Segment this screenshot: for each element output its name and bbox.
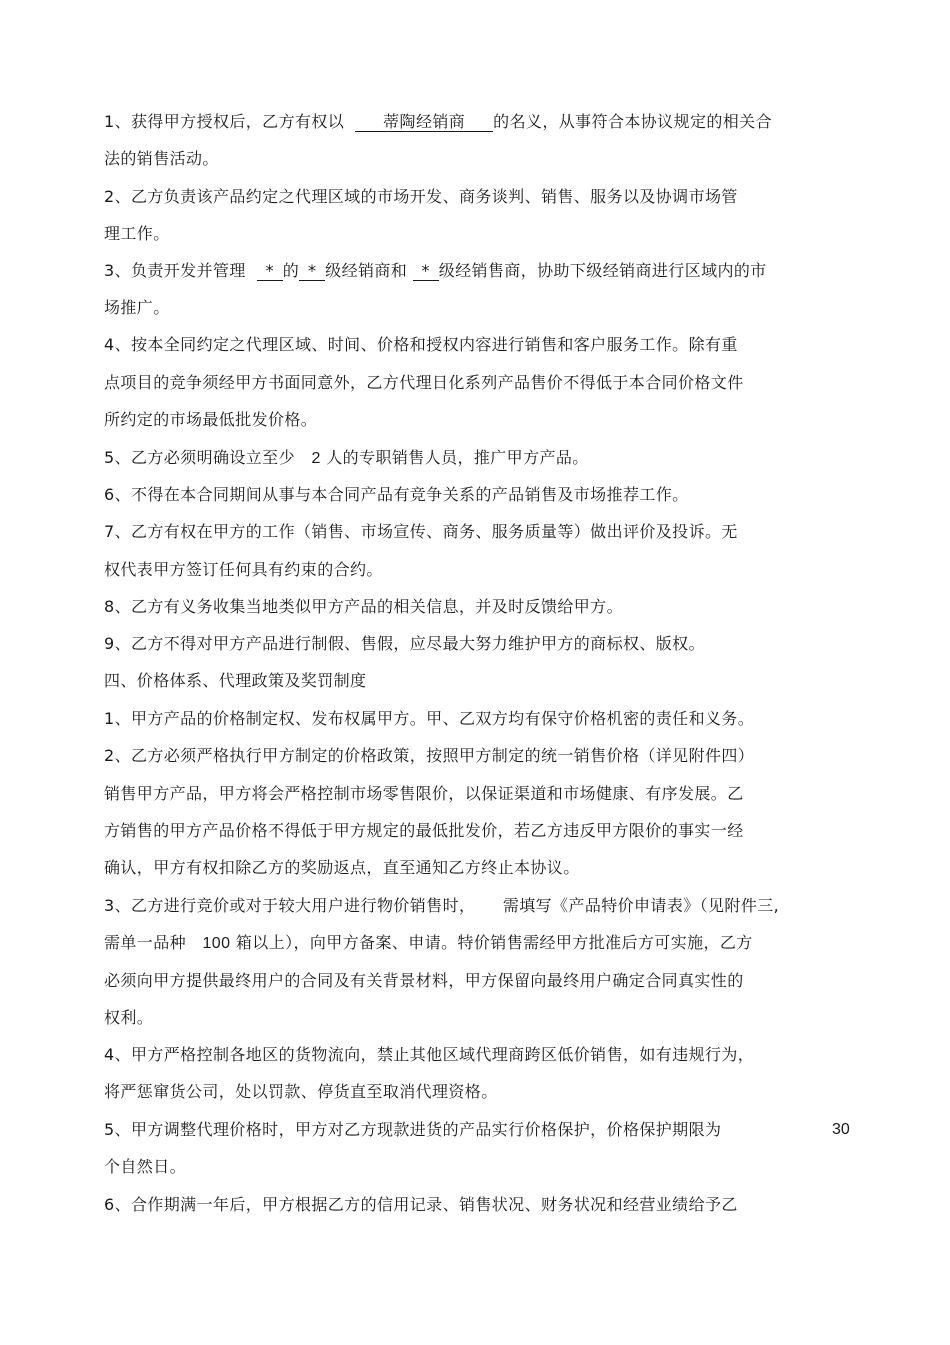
item-3-line-1 [104,260,767,282]
s4-item-3-text-a: 3、乙方进行竞价或对于较大用户进行物价销售时， [104,896,476,915]
item-1-text-a: 1、获得甲方授权后，乙方有权以 [104,112,345,131]
item-5-line-1 [104,447,589,469]
item-1-line-1 [104,111,772,133]
level-blank-3 [413,262,439,281]
s4-item-6-line: 6、合作期满一年后，甲方根据乙方的信用记录、销售状况、财务状况和经营业绩给予乙 [104,1195,738,1214]
item-4-line-3: 所约定的市场最低批发价格。 [104,410,318,429]
item-2-line-1: 2、乙方负责该产品约定之代理区域的市场开发、商务谈判、销售、服务以及协调市场管 [104,187,738,206]
s4-item-3-line-1 [104,895,779,917]
item-8-line: 8、乙方有义务收集当地类似甲方产品的相关信息，并及时反馈给甲方。 [104,597,623,616]
s4-item-3-text-c: 需单一品种 [104,933,187,952]
item-6-line: 6、不得在本合同期间从事与本合同产品有竞争关系的产品销售及市场推荐工作。 [104,485,689,504]
item-4-line-1: 4、按本全同约定之代理区域、时间、价格和授权内容进行销售和客户服务工作。除有重 [104,335,738,354]
item-1-line-2: 法的销售活动。 [104,149,219,168]
level-value-2: * [307,261,317,280]
s4-item-5-text-a: 5、甲方调整代理价格时，甲方对乙方现款进货的产品实行价格保护，价格保护期限为 [104,1120,722,1139]
s4-item-3-line-2 [104,932,753,954]
authorized-name-blank [355,113,493,132]
s4-item-3-text-b: 需填写《产品特价申请表》（见附件三, [502,896,780,915]
item-3-line-2: 场推广。 [104,298,170,317]
section-4-title: 四、价格体系、代理政策及奖罚制度 [104,671,367,690]
s4-item-3-line-3: 必须向甲方提供最终用户的合同及有关背景材料，甲方保留向最终用户确定合同真实性的 [104,971,744,990]
s4-item-3-text-d: 箱以上），向甲方备案、申请。特价销售需经甲方批准后方可实施，乙方 [235,933,753,952]
level-blank-2 [299,262,325,281]
s4-item-1-line: 1、甲方产品的价格制定权、发布权属甲方。甲、乙双方均有保守价格机密的责任和义务。 [104,709,755,728]
item-5-text-b: 人的专职销售人员，推广甲方产品。 [326,448,589,467]
authorized-name-value: 蒂陶经销商 [383,112,466,131]
item-4-line-2: 点项目的竞争须经甲方书面同意外，乙方代理日化系列产品售价不得低于本合同价格文件 [104,373,744,392]
level-blank-1 [257,262,283,281]
s4-item-3-line-4: 权利。 [104,1008,154,1027]
s4-item-5-line-1 [104,1119,721,1141]
item-5-text-a: 5、乙方必须明确设立至少 [104,448,295,467]
min-box-count: 100 [202,935,231,952]
s4-item-2-line-2: 销售甲方产品，甲方将会严格控制市场零售限价，以保证渠道和市场健康、有序发展。乙 [104,784,744,803]
s4-item-2-line-4: 确认，甲方有权扣除乙方的奖励返点，直至通知乙方终止本协议。 [104,858,580,877]
staff-count: 2 [311,450,321,467]
s4-item-4-line-1: 4、甲方严格控制各地区的货物流向，禁止其他区域代理商跨区低价销售，如有违规行为， [104,1045,755,1064]
s4-item-2-line-1: 2、乙方必须严格执行甲方制定的价格政策，按照甲方制定的统一销售价格（详见附件四） [104,746,755,765]
item-1-text-b: 的名义，从事符合本协议规定的相关合 [493,112,772,131]
protection-days: 30 [832,1121,850,1138]
s4-item-4-line-2: 将严惩窜货公司，处以罚款、停货直至取消代理资格。 [104,1082,498,1101]
item-7-line-2: 权代表甲方签订任何具有约束的合约。 [104,560,383,579]
level-value-1: * [265,261,274,280]
item-3-text-c: 级经销商和 [325,261,408,280]
item-7-line-1: 7、乙方有权在甲方的工作（销售、市场宣传、商务、服务质量等）做出评价及投诉。无 [104,522,738,541]
s4-item-5-line-2: 个自然日。 [104,1157,187,1176]
item-2-line-2: 理工作。 [104,224,170,243]
item-3-text-a: 3、负责开发并管理 [104,261,246,280]
level-value-3: * [421,261,430,280]
item-9-line: 9、乙方不得对甲方产品进行制假、售假，应尽最大努力维护甲方的商标权、版权。 [104,634,705,653]
item-3-text-d: 级经销售商，协助下级经销商进行区域内的市 [438,261,767,280]
item-3-text-b: 的 [282,261,300,280]
s4-item-2-line-3: 方销售的甲方产品价格不得低于甲方规定的最低批发价，若乙方违反甲方限价的事实一经 [104,821,744,840]
